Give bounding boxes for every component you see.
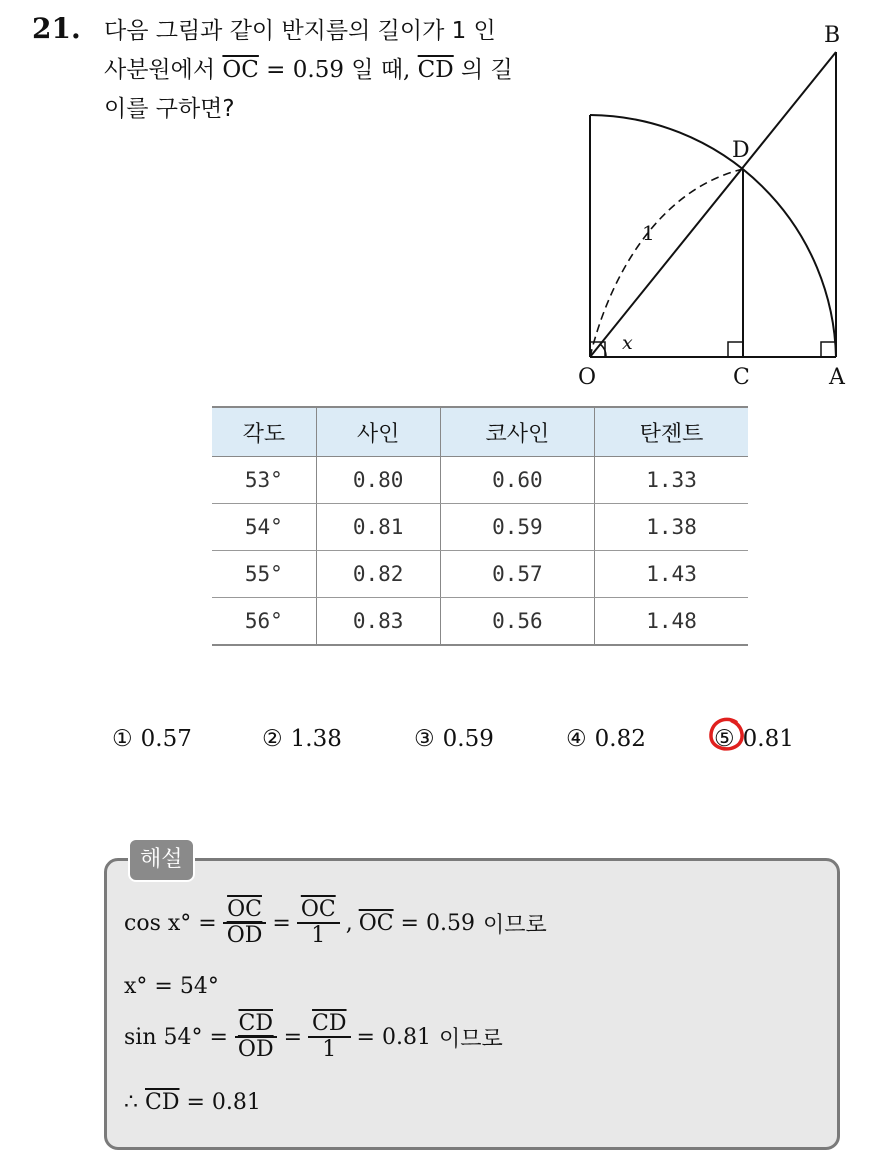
- oc-value: = 0.59: [393, 910, 475, 936]
- question-line-2-b: = 0.59 일 때,: [258, 57, 418, 83]
- right-angle-c: [728, 342, 743, 357]
- header-cosine: 코사인: [440, 407, 595, 457]
- solution-line-2: [124, 974, 219, 999]
- equals: =: [283, 1024, 303, 1050]
- cell: 0.57: [440, 551, 595, 598]
- choice-mark: ②: [262, 726, 283, 752]
- cell: 54°: [212, 504, 316, 551]
- answer-choices: [0, 722, 884, 762]
- label-one: 1: [642, 221, 655, 245]
- cell: 1.33: [595, 457, 748, 504]
- quarter-circle-figure: [570, 14, 870, 394]
- header-tangent: 탄젠트: [595, 407, 748, 457]
- question-line-2: [104, 51, 564, 90]
- cell: 53°: [212, 457, 316, 504]
- solution-line-4: [124, 1090, 261, 1115]
- solution-line-3: [124, 1012, 503, 1062]
- frac-num: $\overline{CD}$: [235, 1012, 277, 1038]
- cell: 0.80: [316, 457, 440, 504]
- frac-num: $\overline{CD}$: [308, 1012, 350, 1038]
- therefore-symbol: ∴: [124, 1090, 145, 1115]
- frac-den: 1: [322, 1037, 337, 1063]
- cell: 0.83: [316, 598, 440, 646]
- frac-den: 1: [311, 923, 326, 949]
- question-line-2-a: 사분원에서: [104, 57, 223, 83]
- cell: 0.82: [316, 551, 440, 598]
- cell: 0.59: [440, 504, 595, 551]
- header-sine: 사인: [316, 407, 440, 457]
- question-number: 21.: [32, 12, 81, 45]
- fraction-cd-od: [234, 1012, 278, 1062]
- choice-value: 0.82: [594, 726, 646, 752]
- segment-cd: $\overline{CD}$: [417, 57, 454, 83]
- choice-3[interactable]: [414, 726, 494, 752]
- label-d: D: [732, 138, 750, 163]
- table-row: [212, 504, 748, 551]
- question-line-3: 이를 구하면?: [104, 96, 235, 122]
- question-line-2-c: 의 길: [453, 57, 513, 83]
- choice-mark: ④: [566, 726, 587, 752]
- choice-mark: ①: [112, 726, 133, 752]
- trig-table: [212, 406, 748, 646]
- cell: 1.48: [595, 598, 748, 646]
- frac-num: $\overline{OC}$: [297, 898, 340, 924]
- right-angle-a: [821, 342, 836, 357]
- choice-mark: ③: [414, 726, 435, 752]
- equals: =: [272, 910, 291, 936]
- segment-cd: $\overline{CD}$: [145, 1090, 180, 1115]
- label-x: x: [622, 332, 633, 354]
- frac-den: OD: [226, 923, 263, 949]
- comma: ,: [345, 910, 353, 936]
- solution-line-1: [124, 898, 547, 948]
- sin-value: = 0.81: [356, 1024, 431, 1050]
- frac-num: $\overline{OC}$: [223, 898, 266, 924]
- cell: 1.38: [595, 504, 748, 551]
- angle-result: x° = 54°: [124, 974, 219, 999]
- line-ob: [590, 52, 836, 357]
- choice-2[interactable]: [262, 726, 342, 752]
- fraction-cd-1: [308, 1012, 350, 1062]
- choice-1[interactable]: [112, 726, 192, 752]
- table-row: [212, 551, 748, 598]
- label-c: C: [733, 365, 750, 390]
- choice-value: 0.57: [140, 726, 192, 752]
- cell: 55°: [212, 551, 316, 598]
- cos-lhs: cos x° =: [124, 910, 217, 936]
- question-line-1: 다음 그림과 같이 반지름의 길이가 1 인: [104, 18, 496, 44]
- cell: 0.56: [440, 598, 595, 646]
- table-row: [212, 457, 748, 504]
- segment-oc: $\overline{OC}$: [358, 910, 394, 936]
- therefore-text: 이므로: [482, 912, 547, 938]
- label-b: B: [824, 23, 841, 48]
- segment-oc: $\overline{OC}$: [222, 57, 259, 83]
- cell: 0.81: [316, 504, 440, 551]
- table-header-row: [212, 407, 748, 457]
- header-angle: 각도: [212, 407, 316, 457]
- selected-answer-circle-icon: [706, 715, 746, 755]
- label-o: O: [578, 365, 597, 390]
- choice-value: 0.59: [442, 726, 494, 752]
- fraction-oc-od: [223, 898, 267, 948]
- solution-tag: 해설: [128, 838, 195, 882]
- choice-mark: ⑤: [714, 726, 735, 752]
- label-a: A: [829, 365, 845, 390]
- cell: 1.43: [595, 551, 748, 598]
- choice-4[interactable]: [566, 726, 646, 752]
- table-row: [212, 598, 748, 646]
- fraction-oc-1: [297, 898, 340, 948]
- question-text: [104, 12, 564, 129]
- therefore-text: 이므로: [438, 1026, 503, 1052]
- choice-value: 0.81: [742, 726, 794, 752]
- quarter-arc: [590, 115, 836, 357]
- sin-lhs: sin 54° =: [124, 1024, 228, 1050]
- choice-value: 1.38: [290, 726, 342, 752]
- cell: 0.60: [440, 457, 595, 504]
- frac-den: OD: [237, 1037, 274, 1063]
- final-answer: = 0.81: [179, 1090, 261, 1115]
- cell: 56°: [212, 598, 316, 646]
